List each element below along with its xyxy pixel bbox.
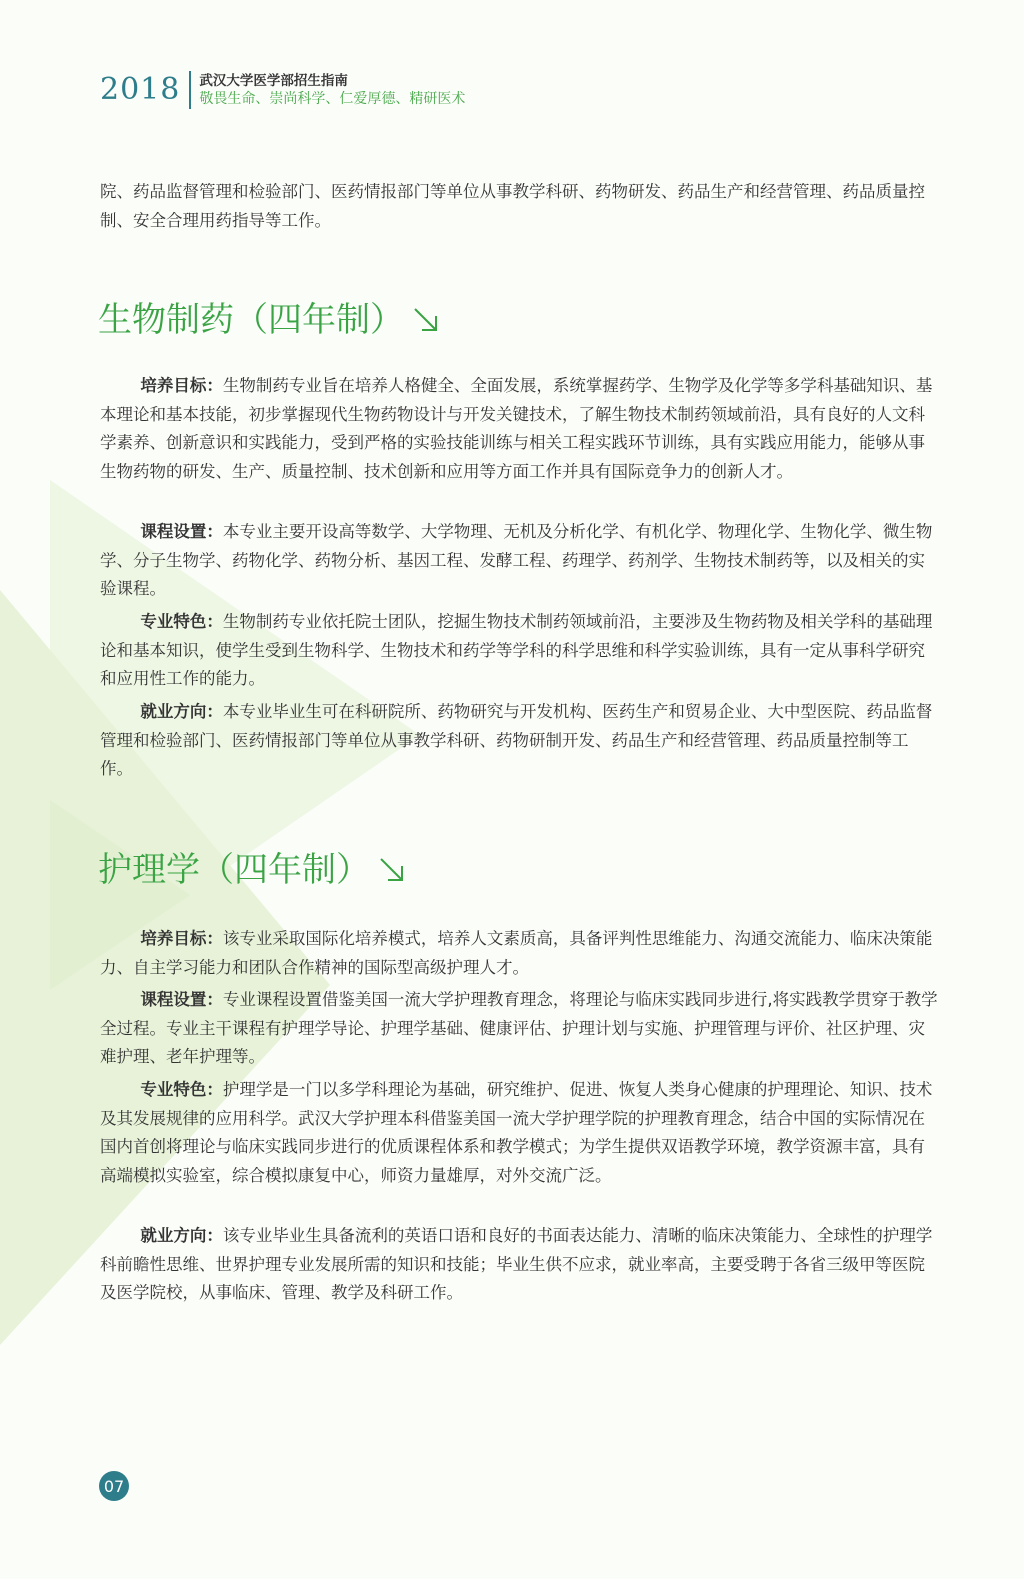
paragraph-careers [100,1222,940,1308]
paragraph-text: 生物制药专业依托院士团队，挖掘生物技术制药领域前沿，主要涉及生物药物及相关学科的基础理论和基本知识，使学生受到生物科学、生物技术和药学等学科的科学思维和科学实验训练，具有一定从事科学研究和应用性工作的能力。 [100,612,933,688]
paragraph-text: 生物制药专业旨在培养人格健全、全面发展，系统掌握药学、生物学及化学等多学科基础知识、基本理论和基本技能，初步掌握现代生物药物设计与开发关键技术，了解生物技术制药领域前沿，具有良好的人文科学素养、创新意识和实践能力，受到严格的实验技能训练与相关工程实践环节训练，具有实践应用能力，能够从事生物药物的研发、生产、质量控制、技术创新和应用等方面工作并具有国际竞争力的创新人才。 [100,376,933,481]
arrow-down-right-icon [412,306,440,334]
paragraph-label: 就业方向： [140,702,223,721]
intro-paragraph: 院、药品监督管理和检验部门、医药情报部门等单位从事教学科研、药物研发、药品生产和经营管理、药品质量控制、安全合理用药指导等工作。 [100,182,925,230]
header-year: 2018 [100,72,181,107]
section-heading-text: 生物制药（四年制） [98,300,404,340]
paragraph-text: 本专业主要开设高等数学、大学物理、无机及分析化学、有机化学、物理化学、生物化学、微生物学、分子生物学、药物化学、药物分析、基因工程、发酵工程、药理学、药剂学、生物技术制药等，以及相关的实验课程。 [100,522,933,598]
paragraph-text: 本专业毕业生可在科研院所、药物研究与开发机构、医药生产和贸易企业、大中型医院、药品监督管理和检验部门、医药情报部门等单位从事教学科研、药物研制开发、药品生产和经营管理、药品质量控制等工作。 [100,702,933,778]
paragraph-text: 该专业毕业生具备流利的英语口语和良好的书面表达能力、清晰的临床决策能力、全球性的护理学科前瞻性思维、世界护理专业发展所需的知识和技能；毕业生供不应求，就业率高，主要受聘于各省三级甲等医院及医学院校，从事临床、管理、教学及科研工作。 [100,1226,933,1302]
paragraph-text: 该专业采取国际化培养模式，培养人文素质高，具备评判性思维能力、沟通交流能力、临床决策能力、自主学习能力和团队合作精神的国际型高级护理人才。 [100,929,933,977]
paragraph-training-goal [100,925,940,982]
paragraph-label: 专业特色： [140,612,223,631]
paragraph-training-goal [100,372,940,486]
paragraph-label: 培养目标： [140,929,223,948]
header-slogan: 敬畏生命、崇尚科学、仁爱厚德、精研医术 [199,90,466,107]
paragraph-features [100,1076,940,1190]
header-text [199,72,465,109]
section-heading-nursing [98,850,406,890]
page-number-badge: 07 [99,1471,129,1501]
paragraph-features [100,608,940,694]
paragraph-careers [100,698,940,784]
section-heading-text: 护理学（四年制） [98,850,370,890]
paragraph-label: 课程设置： [140,990,223,1009]
section-heading-biopharma [98,300,440,340]
paragraph-label: 专业特色： [140,1080,223,1099]
paragraph-text: 护理学是一门以多学科理论为基础，研究维护、促进、恢复人类身心健康的护理理论、知识、技术及其发展规律的应用科学。武汉大学护理本科借鉴美国一流大学护理学院的护理教育理念，结合中国的实际情况在国内首创将理论与临床实践同步进行的优质课程体系和教学模式；为学生提供双语教学环境，教学资源丰富，具有高端模拟实验室，综合模拟康复中心，师资力量雄厚，对外交流广泛。 [100,1080,933,1185]
paragraph-curriculum [100,518,940,604]
header-title: 武汉大学医学部招生指南 [199,72,348,89]
arrow-down-right-icon [378,856,406,884]
paragraph-curriculum [100,986,940,1072]
paragraph-text: 专业课程设置借鉴美国一流大学护理教育理念，将理论与临床实践同步进行,将实践教学贯穿于教学全过程。专业主干课程有护理学导论、护理学基础、健康评估、护理计划与实施、护理管理与评价、社区护理、灾难护理、老年护理等。 [100,990,938,1066]
header-divider [189,71,191,109]
page-header [100,68,465,112]
paragraph-label: 就业方向： [140,1226,223,1245]
paragraph-label: 课程设置： [140,522,223,541]
paragraph-label: 培养目标： [140,376,223,395]
